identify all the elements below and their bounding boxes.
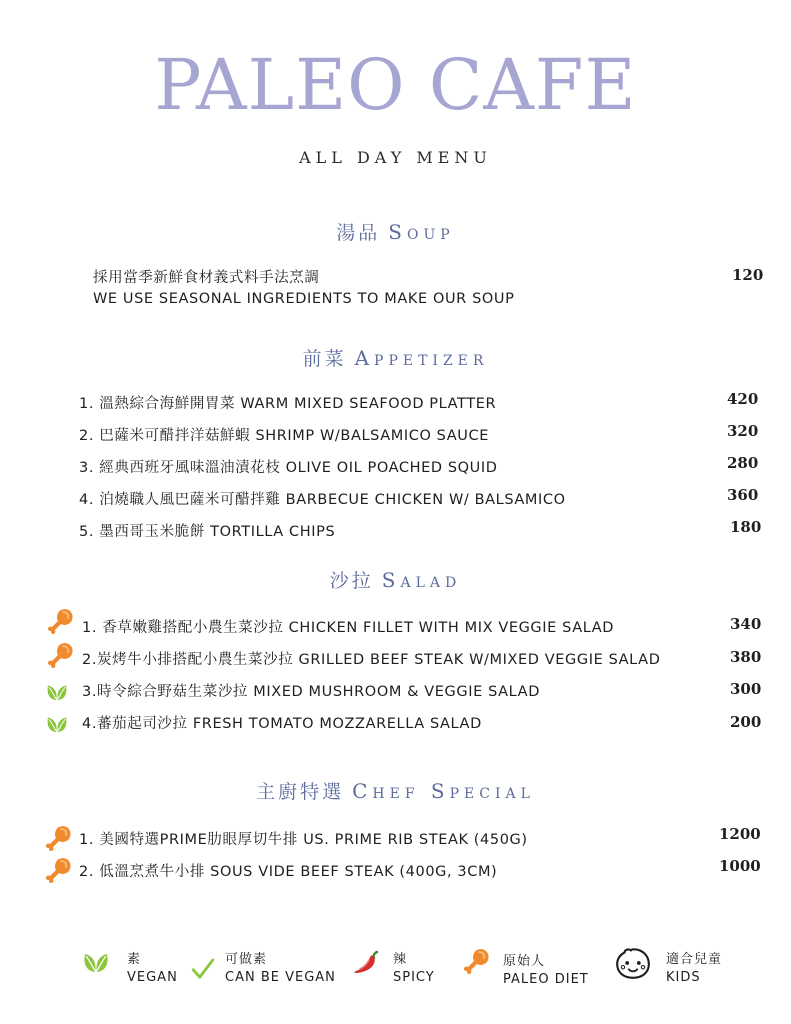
soup-description-zh: 採用當季新鮮食材義式料手法烹調 <box>93 270 320 286</box>
section-title-en: Soup <box>388 220 455 244</box>
leaf-icon <box>44 711 70 737</box>
menu-item-salad-2: 2.炭烤牛小排搭配小農生菜沙拉 GRILLED BEEF STEAK W/MIXED VEGGIE SALAD <box>82 652 661 668</box>
menu-item-price: 340 <box>730 615 762 633</box>
legend-can-be-vegan-en: CAN BE VEGAN <box>225 970 336 985</box>
section-title-zh: 沙拉 <box>329 570 374 592</box>
section-title-en: Appetizer <box>354 346 489 370</box>
soup-price: 120 <box>732 266 764 284</box>
baby-face-icon <box>614 946 652 980</box>
soup-description-en: WE USE SEASONAL INGREDIENTS TO MAKE OUR SOUP <box>93 291 515 307</box>
leaf-icon <box>80 946 112 978</box>
page-title: PALEO CAFE <box>154 44 637 126</box>
menu-item-price: 360 <box>727 486 759 504</box>
menu-item-appetizer-1: 1. 溫熱綜合海鮮開胃菜 WARM MIXED SEAFOOD PLATTER <box>79 396 497 412</box>
legend-paleo-zh: 原始人 <box>503 954 546 969</box>
legend-spicy-en: SPICY <box>393 970 435 985</box>
menu-item-salad-4: 4.蕃茄起司沙拉 FRESH TOMATO MOZZARELLA SALAD <box>82 716 482 732</box>
menu-item-price: 300 <box>730 680 762 698</box>
menu-item-appetizer-5: 5. 墨西哥玉米脆餅 TORTILLA CHIPS <box>79 524 336 540</box>
legend-paleo-en: PALEO DIET <box>503 972 589 987</box>
section-title-zh: 前菜 <box>302 348 347 370</box>
drumstick-icon <box>44 640 76 672</box>
checkmark-icon <box>190 956 216 982</box>
section-heading-soup <box>0 218 791 245</box>
legend-vegan-en: VEGAN <box>127 970 178 985</box>
section-heading-chef-special <box>0 777 791 804</box>
section-title-zh: 主廚特選 <box>256 781 345 803</box>
menu-item-price: 180 <box>730 518 762 536</box>
legend-kids-zh: 適合兒童 <box>666 952 723 967</box>
leaf-icon <box>44 679 70 705</box>
menu-item-price: 420 <box>727 390 759 408</box>
menu-item-salad-1: 1. 香草嫩雞搭配小農生菜沙拉 CHICKEN FILLET WITH MIX VEGGIE SALAD <box>82 620 615 636</box>
menu-item-price: 320 <box>727 422 759 440</box>
menu-item-price: 200 <box>730 713 762 731</box>
menu-item-price: 1200 <box>719 825 761 843</box>
section-title-zh: 湯品 <box>336 222 381 244</box>
menu-item-salad-3: 3.時令綜合野菇生菜沙拉 MIXED MUSHROOM & VEGGIE SALAD <box>82 684 540 700</box>
section-heading-appetizer <box>0 344 791 371</box>
menu-item-chef-1: 1. 美國特選PRIME肋眼厚切牛排 US. PRIME RIB STEAK (450G) <box>79 832 528 848</box>
menu-item-appetizer-3: 3. 經典西班牙風味溫油漬花枝 OLIVE OIL POACHED SQUID <box>79 460 498 476</box>
drumstick-icon <box>460 946 492 978</box>
drumstick-icon <box>44 606 76 638</box>
legend-can-be-vegan-zh: 可做素 <box>225 952 268 967</box>
drumstick-icon <box>42 823 74 855</box>
menu-item-appetizer-2: 2. 巴薩米可醋拌洋菇鮮蝦 SHRIMP W/BALSAMICO SAUCE <box>79 428 489 444</box>
legend-kids-en: KIDS <box>666 970 701 985</box>
menu-item-chef-2: 2. 低溫烹煮牛小排 SOUS VIDE BEEF STEAK (400G, 3CM) <box>79 864 498 880</box>
chili-pepper-icon <box>350 946 382 978</box>
page-subtitle: ALL DAY MENU <box>299 148 492 167</box>
menu-item-price: 280 <box>727 454 759 472</box>
menu-item-price: 1000 <box>719 857 761 875</box>
section-title-en: Chef Special <box>352 779 535 803</box>
legend-vegan-zh: 素 <box>127 952 142 967</box>
section-title-en: Salad <box>381 568 462 592</box>
menu-item-appetizer-4: 4. 泊燒職人風巴薩米可醋拌雞 BARBECUE CHICKEN W/ BALSAMICO <box>79 492 566 508</box>
drumstick-icon <box>42 855 74 887</box>
menu-item-price: 380 <box>730 648 762 666</box>
section-heading-salad <box>0 566 791 593</box>
legend-spicy-zh: 辣 <box>393 952 408 967</box>
